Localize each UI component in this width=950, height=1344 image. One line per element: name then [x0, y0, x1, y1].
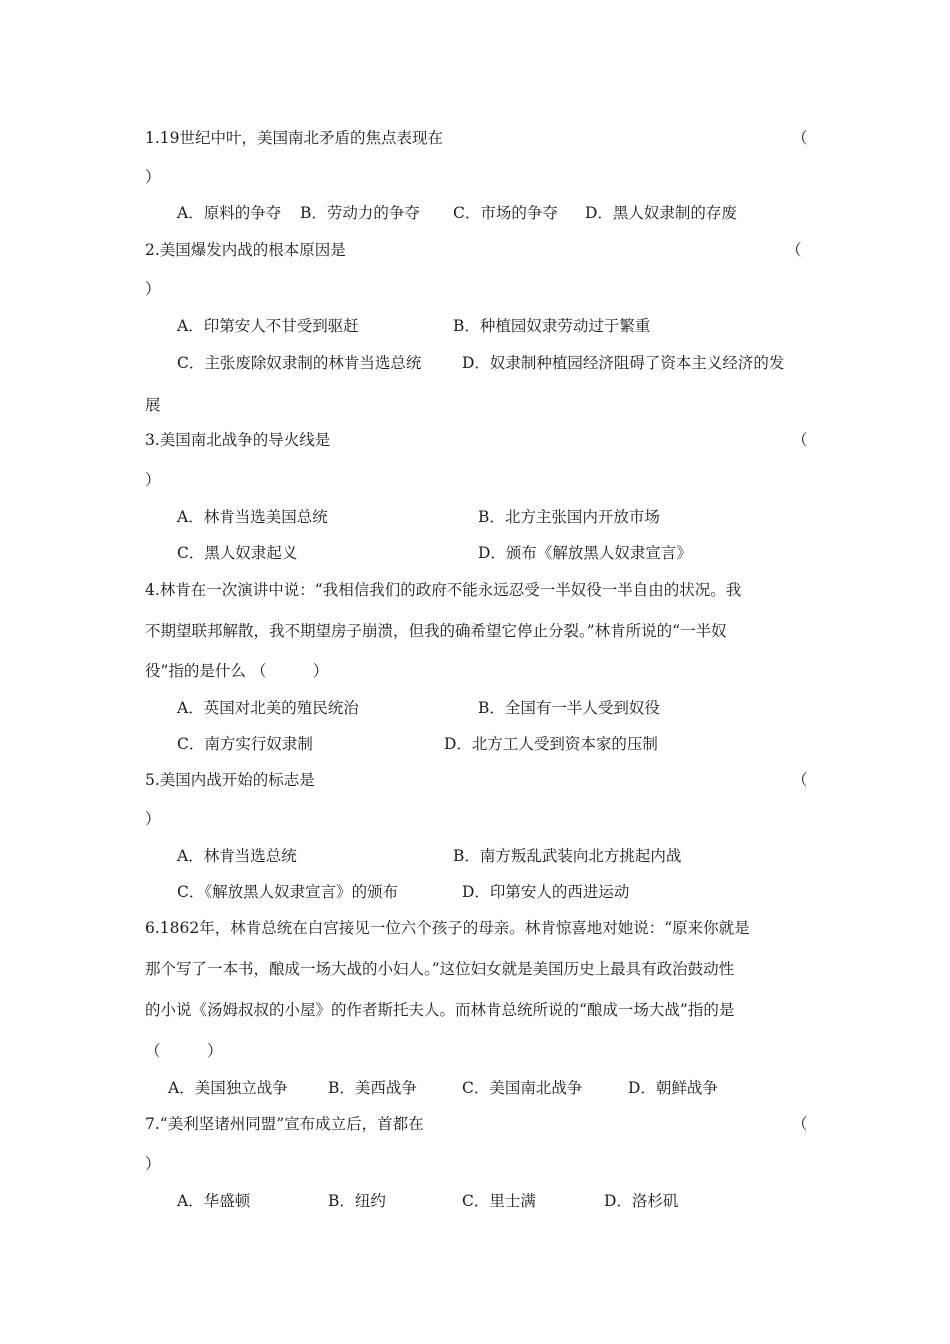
q2-open-paren: （ — [786, 241, 802, 259]
q7-stem: 7.“美利坚诸州同盟”宣布成立后，首都在 — [145, 1115, 424, 1133]
q3-stem: 3.美国南北战争的导火线是 — [145, 431, 331, 449]
q1-option-c: C．市场的争夺 — [453, 204, 558, 222]
q2-option-d: D．奴隶制种植园经济阻碍了资本主义经济的发 — [462, 354, 785, 372]
q6-stem-line-4: （ ） — [145, 1042, 223, 1060]
q3-option-a: A．林肯当选美国总统 — [177, 508, 328, 526]
q7-option-a: A．华盛顿 — [177, 1192, 251, 1210]
q3-option-b: B．北方主张国内开放市场 — [478, 508, 660, 526]
q5-option-d: D．印第安人的西进运动 — [462, 883, 630, 901]
q7-close-paren: ） — [145, 1155, 161, 1173]
q2-option-c: C．主张废除奴隶制的林肯当选总统 — [177, 354, 422, 372]
q6-stem-line-1: 6.1862年，林肯总统在白宫接见一位六个孩子的母亲。林肯惊喜地对她说：“原来你就是 — [145, 919, 750, 937]
q7-option-d: D．洛杉矶 — [604, 1192, 679, 1210]
q7-open-paren: （ — [792, 1115, 808, 1133]
q1-close-paren: ） — [145, 168, 161, 186]
q3-option-c: C．黑人奴隶起义 — [177, 544, 298, 562]
q6-stem-line-3: 的小说《汤姆叔叔的小屋》的作者斯托夫人。而林肯总统所说的“酿成一场大战”指的是 — [145, 1001, 735, 1019]
q2-stem: 2.美国爆发内战的根本原因是 — [145, 241, 346, 259]
q6-option-d: D．朝鲜战争 — [628, 1079, 718, 1097]
q4-option-c: C．南方实行奴隶制 — [177, 735, 313, 753]
q7-option-c: C．里士满 — [462, 1192, 536, 1210]
q5-option-a: A．林肯当选总统 — [177, 847, 297, 865]
q2-option-b: B．种植园奴隶劳动过于繁重 — [453, 317, 651, 335]
q2-close-paren: ） — [145, 280, 161, 298]
q7-option-b: B．纽约 — [328, 1192, 386, 1210]
q1-option-d: D．黑人奴隶制的存废 — [585, 204, 737, 222]
q5-open-paren: （ — [792, 771, 808, 789]
q1-option-b: B．劳动力的争夺 — [300, 204, 420, 222]
q5-close-paren: ） — [145, 810, 161, 828]
q5-option-b: B．南方叛乱武装向北方挑起内战 — [453, 847, 682, 865]
q5-stem: 5.美国内战开始的标志是 — [145, 771, 315, 789]
q3-close-paren: ） — [145, 471, 161, 489]
q2-option-a: A．印第安人不甘受到驱赶 — [177, 317, 359, 335]
q4-stem-line-2: 不期望联邦解散，我不期望房子崩溃，但我的确希望它停止分裂。”林肯所说的“一半奴 — [145, 622, 727, 640]
q3-option-d: D．颁布《解放黑人奴隶宣言》 — [478, 544, 692, 562]
q2-option-d-wrap: 展 — [145, 396, 161, 414]
q1-stem: 1.19世纪中叶，美国南北矛盾的焦点表现在 — [145, 129, 444, 147]
q4-option-b: B．全国有一半人受到奴役 — [478, 699, 660, 717]
q1-option-a: A．原料的争夺 — [177, 204, 282, 222]
q4-option-d: D．北方工人受到资本家的压制 — [444, 735, 658, 753]
q3-open-paren: （ — [792, 431, 808, 449]
q6-option-c: C．美国南北战争 — [462, 1079, 583, 1097]
q4-option-a: A．英国对北美的殖民统治 — [177, 699, 359, 717]
q4-stem-line-3: 役”指的是什么 （ ） — [145, 662, 329, 680]
q6-stem-line-2: 那个写了一本书，酿成一场大战的小妇人。”这位妇女就是美国历史上最具有政治鼓动性 — [145, 960, 735, 978]
q4-stem-line-1: 4.林肯在一次演讲中说：“我相信我们的政府不能永远忍受一半奴役一半自由的状况。我 — [145, 581, 742, 599]
q6-option-b: B．美西战争 — [328, 1079, 417, 1097]
q6-option-a: A．美国独立战争 — [168, 1079, 288, 1097]
q1-open-paren: （ — [792, 129, 808, 147]
q5-option-c: C．《解放黑人奴隶宣言》的颁布 — [177, 883, 399, 901]
